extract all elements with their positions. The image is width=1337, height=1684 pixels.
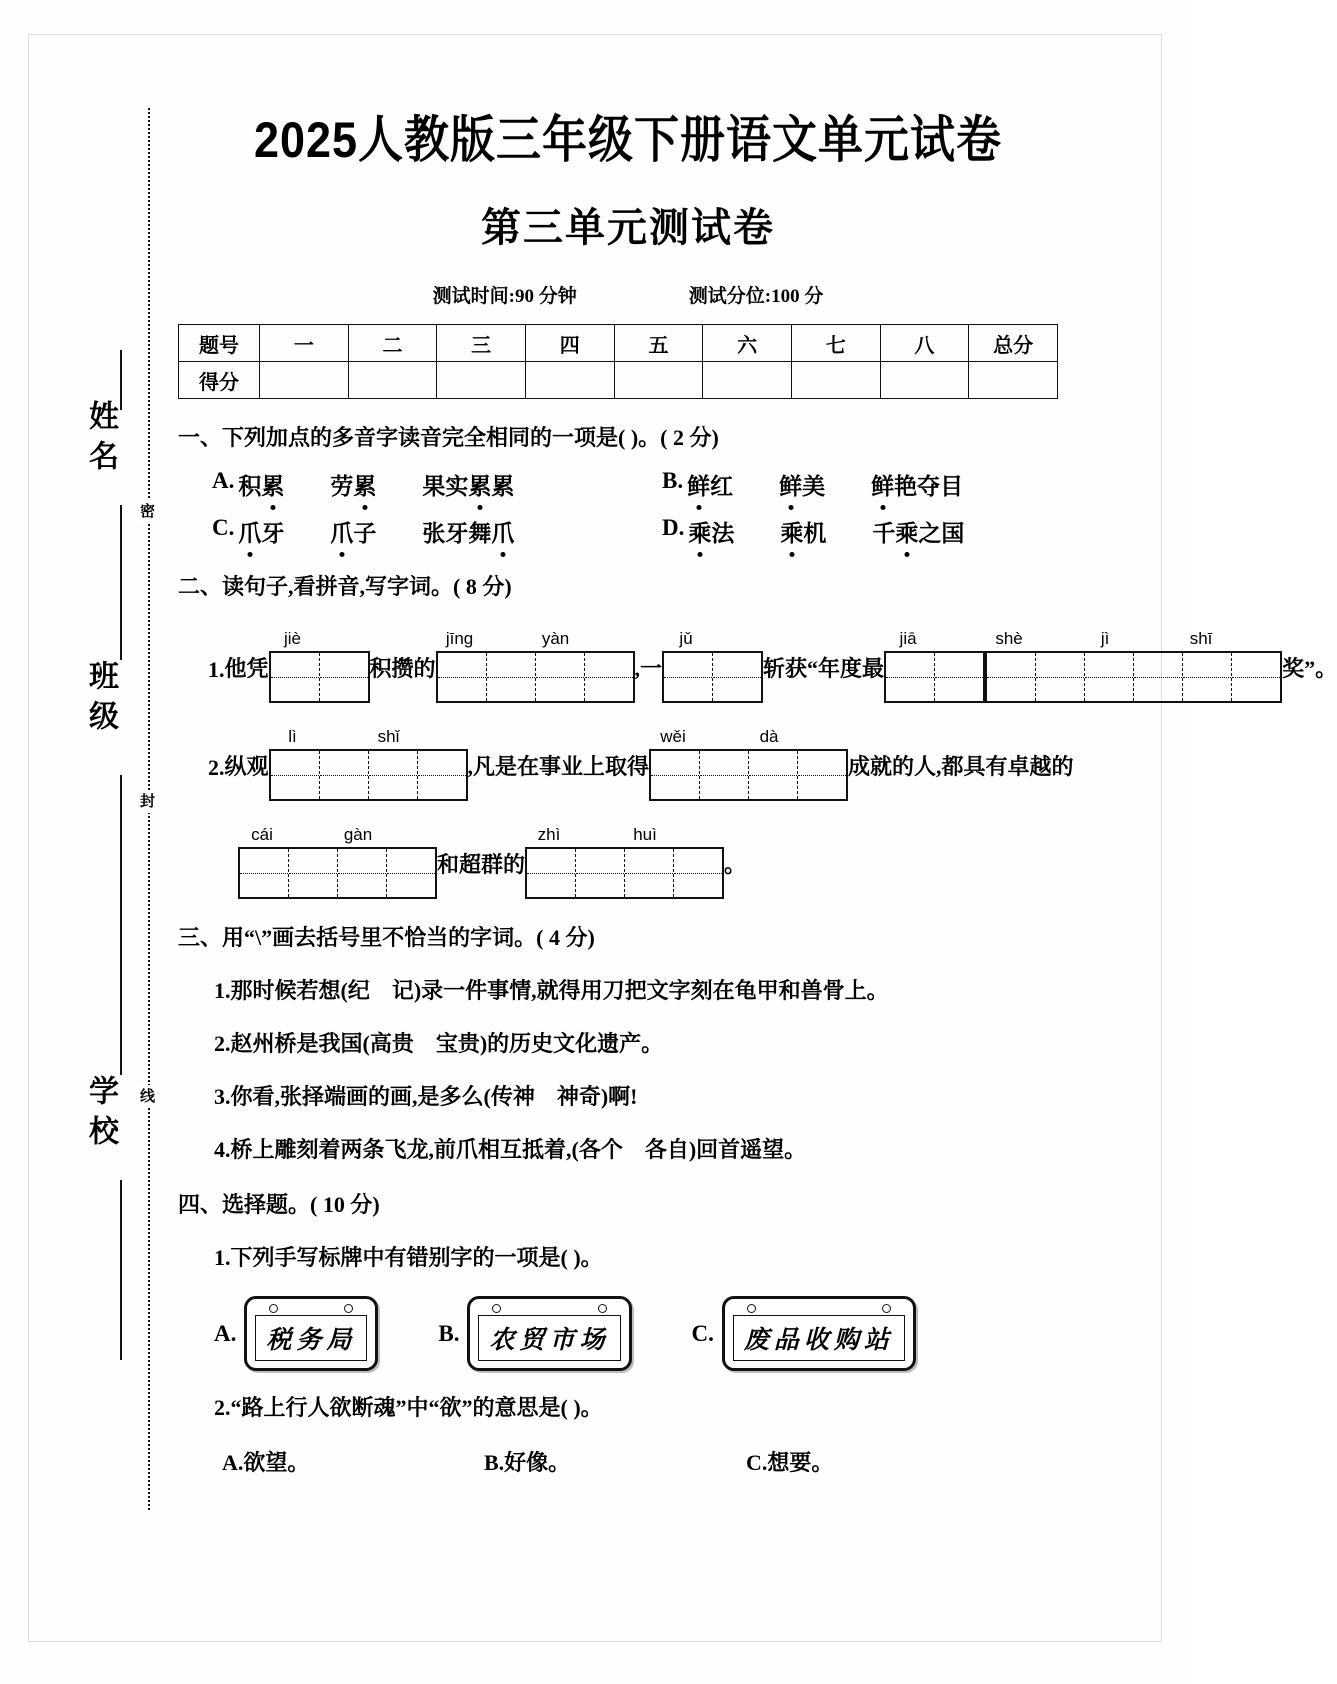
pinyin-row	[436, 629, 635, 651]
tianzige-cell[interactable]	[674, 849, 722, 897]
q2-option[interactable]: A.欲望。	[222, 1450, 310, 1476]
tianzige-cell[interactable]	[585, 653, 633, 701]
tianzige-cell[interactable]	[987, 653, 1036, 701]
tianzige-box-row[interactable]	[238, 847, 437, 899]
emphasis-dot-char: 乘	[895, 515, 918, 548]
tianzige-cell[interactable]	[369, 751, 418, 799]
table-row-scores	[179, 362, 1058, 399]
q2-option[interactable]: C.想要。	[746, 1450, 834, 1476]
page-title: 2025人教版三年级下册语文单元试卷	[253, 110, 1003, 168]
pinyin-label: shè	[995, 629, 1023, 649]
pinyin-label	[573, 825, 621, 847]
pinyin-label	[697, 727, 745, 749]
pinyin-answer-group[interactable]	[269, 727, 468, 801]
pinyin-label	[484, 629, 532, 651]
sign-option-C[interactable]	[692, 1296, 916, 1371]
seal-char-1: 密	[136, 500, 157, 523]
pinyin-label	[669, 825, 717, 847]
signboard-holes	[255, 1304, 367, 1315]
table-row-header	[179, 325, 1058, 362]
section-3-body	[178, 974, 1078, 1166]
seal-char-2: 封	[136, 790, 157, 813]
pinyin-label: gàn	[343, 825, 373, 845]
score-col-7: 七	[791, 325, 880, 362]
tianzige-cell[interactable]	[487, 653, 536, 701]
tianzige-box-row[interactable]	[525, 847, 724, 899]
section-4-q2-text: 2.“路上行人欲断魂”中“欲”的意思是( )。	[214, 1395, 603, 1421]
emphasis-dot-char: 乘	[688, 515, 711, 548]
tianzige-cell[interactable]	[1085, 653, 1134, 701]
rule-below-name	[120, 505, 122, 660]
tianzige-cell[interactable]	[1036, 653, 1085, 701]
sentence-text: 成就的人,都具有卓越的	[848, 754, 1074, 780]
option-letter: B.	[662, 468, 684, 494]
pinyin-label: jiā	[899, 629, 917, 649]
option-row	[178, 515, 1078, 548]
pinyin-label	[1129, 629, 1177, 651]
section-3-question[interactable]: 1.那时候若想(纪 记)录一件事情,就得用刀把文字刻在龟甲和兽骨上。	[214, 978, 889, 1004]
sign-option-A[interactable]	[214, 1296, 378, 1371]
sign-option-B[interactable]	[438, 1296, 631, 1371]
emphasis-dot-char: 爪	[491, 515, 514, 548]
pinyin-row	[269, 629, 370, 651]
pinyin-label: cái	[251, 825, 273, 845]
writing-line	[208, 629, 1337, 703]
option-term: 爪子	[330, 515, 376, 548]
score-col-1: 一	[260, 325, 349, 362]
emphasis-dot-char: 爪	[330, 515, 353, 548]
score-col-3: 三	[437, 325, 526, 362]
section-1-heading: 一、下列加点的多音字读音完全相同的一项是( )。( 2 分)	[178, 425, 719, 451]
rule-below-class	[120, 775, 122, 1075]
section-3-heading: 三、用“\”画去括号里不恰当的字词。( 4 分)	[178, 925, 595, 951]
tianzige-cell[interactable]	[935, 653, 983, 701]
pinyin-label: lì	[288, 727, 297, 747]
signboard-holes	[733, 1304, 905, 1315]
option-A[interactable]	[212, 468, 662, 501]
section-3-question[interactable]: 2.赵州桥是我国(高贵 宝贵)的历史文化遗产。	[214, 1031, 664, 1057]
exam-duration: 测试时间:90 分钟	[432, 286, 577, 308]
tianzige-cell[interactable]	[271, 751, 320, 799]
pinyin-answer-group[interactable]	[662, 629, 763, 703]
pinyin-answer-group[interactable]	[238, 825, 437, 899]
tianzige-cell[interactable]	[536, 653, 585, 701]
rule-below-school	[120, 1180, 122, 1360]
pinyin-label: jiè	[284, 629, 302, 649]
option-B[interactable]	[662, 468, 963, 501]
tianzige-cell[interactable]	[320, 653, 368, 701]
pinyin-answer-group[interactable]	[436, 629, 635, 703]
tianzige-cell[interactable]	[289, 849, 338, 897]
section-4-heading: 四、选择题。( 10 分)	[178, 1192, 380, 1218]
tianzige-cell[interactable]	[664, 653, 713, 701]
option-term: 张牙舞爪	[422, 515, 514, 548]
pinyin-label	[932, 629, 980, 651]
pinyin-row	[269, 727, 468, 749]
score-table	[178, 324, 1058, 399]
sentence-text: 积攒的	[369, 656, 436, 682]
tianzige-cell[interactable]	[418, 751, 466, 799]
option-term: 千乘之国	[872, 515, 964, 548]
pinyin-label: shī	[1189, 629, 1213, 649]
option-C[interactable]	[212, 515, 662, 548]
tianzige-cell[interactable]	[798, 751, 846, 799]
option-term: 积累	[238, 468, 284, 501]
option-term: 鲜艳夺目	[871, 468, 963, 501]
tianzige-box-row[interactable]	[662, 651, 763, 703]
pinyin-row	[649, 727, 848, 749]
emphasis-dot-char: 鲜	[779, 468, 802, 501]
pinyin-label	[286, 825, 334, 847]
score-col-5: 五	[614, 325, 703, 362]
score-col-2: 二	[348, 325, 437, 362]
score-cell-1[interactable]	[260, 362, 349, 399]
pinyin-answer-group[interactable]	[649, 727, 848, 801]
pinyin-label: shǐ	[377, 727, 400, 747]
tianzige-cell[interactable]	[886, 653, 935, 701]
tianzige-cell[interactable]	[713, 653, 761, 701]
pinyin-answer-group[interactable]	[525, 825, 724, 899]
option-row	[178, 468, 1078, 501]
section-4-q2-options	[178, 1446, 1078, 1477]
score-col-8: 八	[880, 325, 969, 362]
pinyin-label: dà	[759, 727, 779, 747]
sign-option-letter: B.	[438, 1320, 460, 1346]
screw-hole-icon	[344, 1304, 353, 1313]
score-col-total: 总分	[969, 325, 1058, 362]
tianzige-cell[interactable]	[527, 849, 576, 897]
section-3-question[interactable]: 4.桥上雕刻着两条飞龙,前爪相互抵着,(各个 各自)回首遥望。	[214, 1137, 807, 1163]
exam-meta	[178, 281, 1078, 308]
signboard-text: 农贸市场	[478, 1315, 620, 1361]
tianzige-box-row[interactable]	[269, 651, 370, 703]
emphasis-dot-char: 累	[468, 468, 491, 501]
screw-hole-icon	[598, 1304, 607, 1313]
sentence-text: 斩获“年度最	[763, 656, 885, 682]
emphasis-dot-char: 爪	[238, 515, 261, 548]
pinyin-label: wěi	[660, 727, 686, 747]
pinyin-label	[413, 727, 461, 749]
signboard	[467, 1296, 631, 1371]
option-term: 乘机	[780, 515, 826, 548]
option-term: 鲜红	[687, 468, 733, 501]
seal-char-3: 线	[136, 1085, 157, 1108]
pinyin-label: jì	[1100, 629, 1110, 649]
pinyin-label	[317, 727, 365, 749]
section-3-question[interactable]: 3.你看,张择端画的画,是多么(传神 神奇)啊!	[214, 1084, 638, 1110]
pinyin-label: zhì	[537, 825, 561, 845]
option-term: 劳累	[330, 468, 376, 501]
pinyin-label	[382, 825, 430, 847]
pinyin-row	[662, 629, 763, 651]
tianzige-cell[interactable]	[320, 751, 369, 799]
emphasis-dot-char: 累	[353, 468, 376, 501]
screw-hole-icon	[269, 1304, 278, 1313]
sentence-text: 。	[724, 852, 747, 878]
sign-option-letter: A.	[214, 1320, 237, 1346]
pinyin-label: yàn	[541, 629, 570, 649]
section-2-heading: 二、读句子,看拼音,写字词。( 8 分)	[178, 574, 512, 600]
tianzige-cell[interactable]	[576, 849, 625, 897]
q2-option[interactable]: B.好像。	[484, 1450, 571, 1476]
tianzige-cell[interactable]	[749, 751, 798, 799]
screw-hole-icon	[747, 1304, 756, 1313]
signboard-holes	[478, 1304, 620, 1315]
pinyin-label	[317, 629, 365, 651]
pinyin-label: jǔ	[679, 629, 693, 649]
tianzige-box-row[interactable]	[985, 651, 1282, 703]
pinyin-label: jīng	[445, 629, 474, 649]
score-cell-8[interactable]	[880, 362, 969, 399]
emphasis-dot-char: 鲜	[871, 468, 894, 501]
score-cell-7[interactable]	[791, 362, 880, 399]
pinyin-label	[580, 629, 628, 651]
tianzige-box-row[interactable]	[269, 749, 468, 801]
option-letter: C.	[212, 515, 235, 541]
writing-line	[208, 825, 1078, 899]
writing-line	[208, 727, 1078, 801]
score-cell-3[interactable]	[437, 362, 526, 399]
pinyin-row	[238, 825, 437, 847]
section-4-sign-options	[178, 1296, 1078, 1371]
pinyin-label	[710, 629, 758, 651]
tianzige-cell[interactable]	[271, 653, 320, 701]
score-col-4: 四	[525, 325, 614, 362]
pinyin-label	[793, 727, 841, 749]
pinyin-answer-group[interactable]	[985, 629, 1282, 703]
tianzige-cell[interactable]	[1134, 653, 1183, 701]
emphasis-dot-char: 累	[261, 468, 284, 501]
field-label-class: 班级	[84, 660, 117, 740]
signboard-text: 废品收购站	[733, 1315, 905, 1361]
sentence-text: ,一	[634, 656, 663, 682]
tianzige-cell[interactable]	[240, 849, 289, 897]
score-cell-5[interactable]	[614, 362, 703, 399]
screw-hole-icon	[882, 1304, 891, 1313]
sentence-text: 他凭	[224, 656, 269, 682]
option-letter: A.	[212, 468, 235, 494]
emphasis-dot-char: 乘	[780, 515, 803, 548]
option-letter: D.	[662, 515, 685, 541]
sign-option-letter: C.	[691, 1320, 714, 1346]
signboard-text: 税务局	[255, 1315, 367, 1361]
pinyin-label: huì	[633, 825, 657, 845]
score-col-6: 六	[703, 325, 792, 362]
screw-hole-icon	[492, 1304, 501, 1313]
tianzige-cell[interactable]	[651, 751, 700, 799]
option-term: 乘法	[688, 515, 734, 548]
emphasis-dot-char: 鲜	[687, 468, 710, 501]
item-number: 1.	[208, 657, 225, 683]
tianzige-cell[interactable]	[338, 849, 387, 897]
signboard	[244, 1296, 378, 1371]
tianzige-cell[interactable]	[625, 849, 674, 897]
tianzige-cell[interactable]	[700, 751, 749, 799]
sentence-text: 纵观	[224, 754, 269, 780]
tianzige-box-row[interactable]	[649, 749, 848, 801]
option-term: 爪牙	[238, 515, 284, 548]
pinyin-label	[1033, 629, 1081, 651]
pinyin-label	[1225, 629, 1273, 651]
tianzige-cell[interactable]	[1232, 653, 1280, 701]
score-table-row-label-1: 题号	[179, 325, 260, 362]
tianzige-cell[interactable]	[438, 653, 487, 701]
pinyin-row	[884, 629, 985, 651]
score-cell-6[interactable]	[703, 362, 792, 399]
score-table-row-label-2: 得分	[179, 362, 260, 399]
section-1-options	[178, 468, 1078, 548]
field-label-school: 学校	[84, 1075, 117, 1155]
pinyin-row	[985, 629, 1282, 651]
pinyin-row	[525, 825, 724, 847]
option-D[interactable]	[662, 515, 964, 548]
score-cell-total[interactable]	[969, 362, 1058, 399]
field-label-name: 姓名	[84, 400, 117, 480]
option-term: 鲜美	[779, 468, 825, 501]
section-2-body	[178, 629, 1337, 899]
tianzige-box-row[interactable]	[884, 651, 985, 703]
pinyin-answer-group[interactable]	[884, 629, 985, 703]
section-4-q1-text: 1.下列手写标牌中有错别字的一项是( )。	[214, 1245, 603, 1271]
option-term: 果实累累	[422, 468, 514, 501]
item-number: 2.	[208, 755, 225, 781]
tianzige-cell[interactable]	[387, 849, 435, 897]
score-cell-2[interactable]	[348, 362, 437, 399]
tianzige-box-row[interactable]	[436, 651, 635, 703]
sentence-text: ,凡是在事业上取得	[467, 754, 650, 780]
page-subtitle: 第三单元测试卷	[481, 205, 775, 251]
paper-content	[178, 110, 1337, 1477]
score-cell-4[interactable]	[525, 362, 614, 399]
tianzige-cell[interactable]	[1183, 653, 1232, 701]
sentence-text: 和超群的	[437, 852, 526, 878]
sentence-text: 奖”。	[1282, 656, 1337, 682]
pinyin-answer-group[interactable]	[269, 629, 370, 703]
exam-total-score: 测试分位:100 分	[688, 286, 824, 308]
signboard	[722, 1296, 916, 1371]
